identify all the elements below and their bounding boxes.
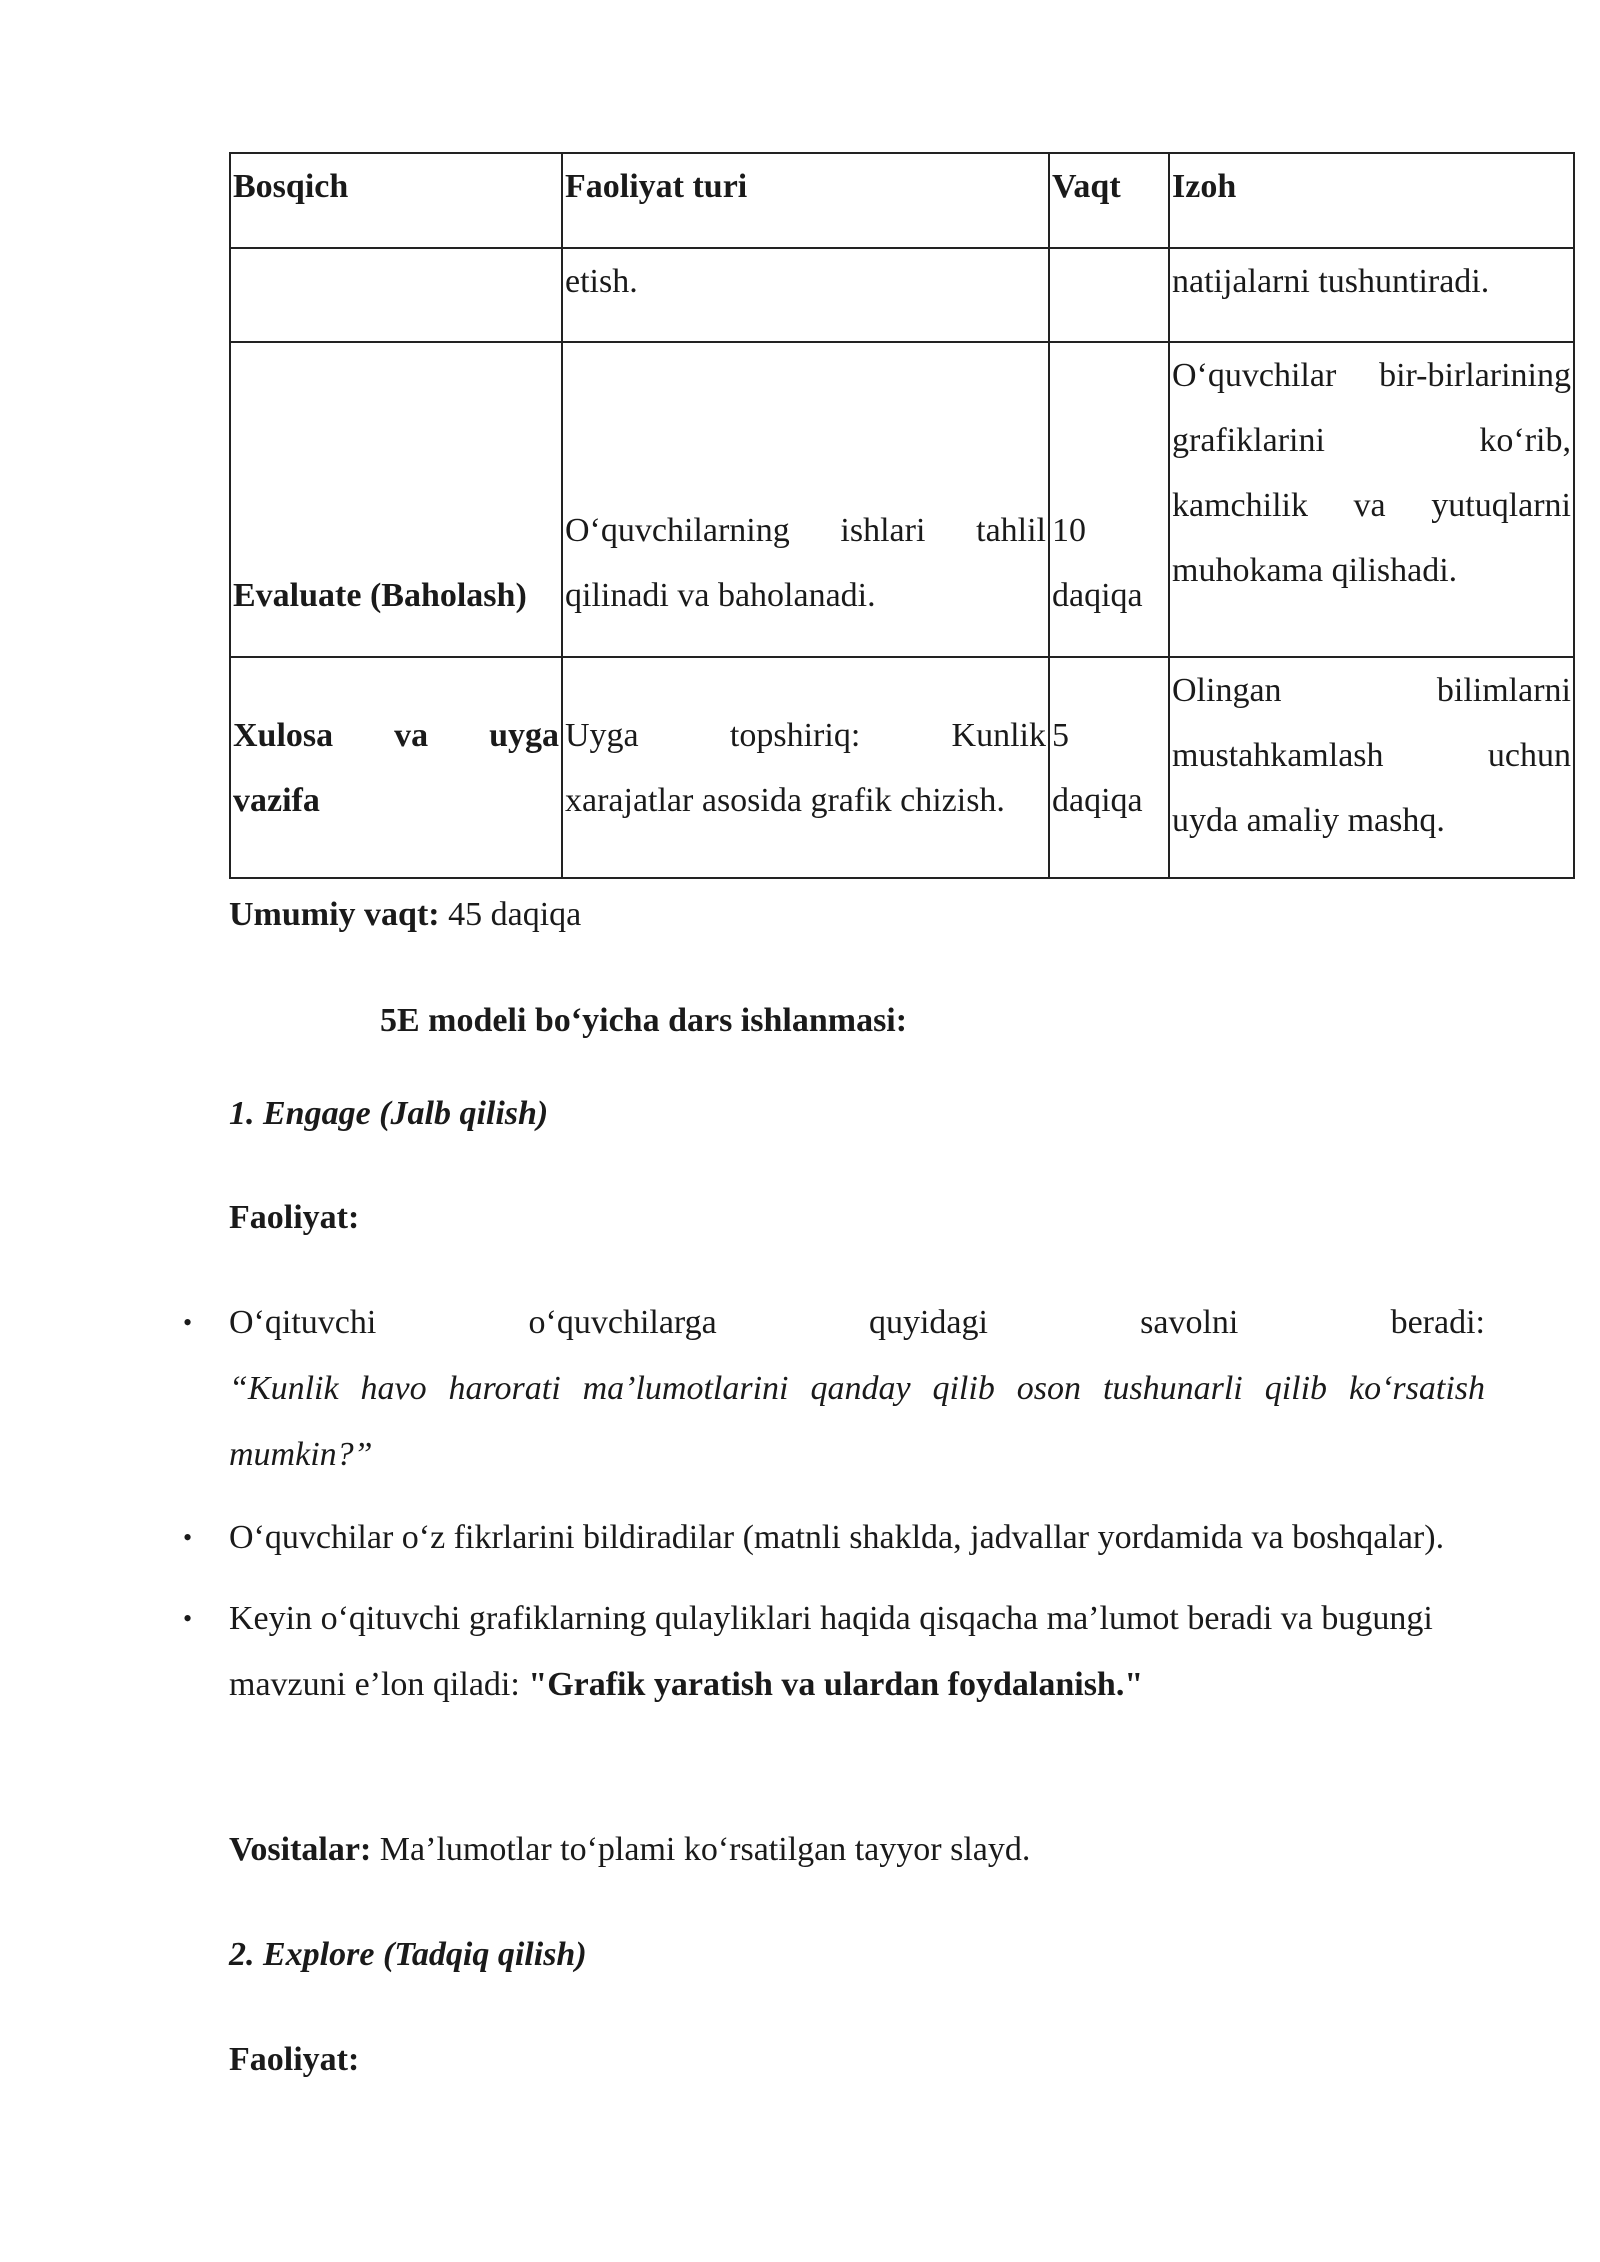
table-header-row (230, 153, 1574, 248)
time-line-2: daqiqa (1052, 781, 1143, 819)
explore-heading: 2. Explore (Tadqiq qilish) (229, 1936, 587, 1973)
table-row (230, 342, 1574, 657)
bullet-text-bold: "Grafik yaratish va ulardan foydalanish." (528, 1666, 1144, 1703)
lesson-plan-table (229, 152, 1575, 879)
total-time-value: 45 daqiqa (439, 896, 582, 933)
tools-value: Ma’lumotlar to‘plami ko‘rsatilgan tayyor slayd. (371, 1831, 1031, 1868)
bullet-text-regular: Keyin o‘qituvchi grafiklarning qulayliklari haqida qisqacha ma’lumot beradi va bugungi mavzuni e’lon qiladi: (229, 1600, 1433, 1703)
note-line-1: O‘quvchilar bir-birlarining (1172, 357, 1571, 394)
cell-stage (230, 657, 562, 878)
cell-time (1049, 342, 1169, 657)
activity-line-1: Uyga topshiriq: Kunlik (565, 716, 1046, 754)
activity-line-2: xarajatlar asosida grafik chizish. (565, 781, 1005, 819)
activity-line-1: O‘quvchilarning ishlari tahlil (565, 512, 1046, 549)
cell-stage (230, 248, 562, 342)
note-line-4: muhokama qilishadi. (1172, 552, 1458, 589)
cell-time (1049, 657, 1169, 878)
tools-label: Vositalar: (229, 1831, 372, 1868)
list-item (183, 1290, 1485, 1488)
note-line-2: mustahkamlash uchun (1172, 737, 1571, 774)
bullet-text: O‘quvchilar o‘z fikrlarini bildiradilar (matnli shaklda, jadvallar yordamida va boshqalar). (229, 1519, 1445, 1556)
bullet-glyph: • (183, 1604, 193, 1633)
bullet-glyph: • (183, 1523, 193, 1552)
total-time-label: Umumiy vaqt: (229, 896, 440, 933)
activity-line-2: qilinadi va baholanadi. (565, 577, 876, 614)
bullet-quote: “Kunlik havo harorati ma’lumotlarini qanday qilib oson tushunarli qilib ko‘rsatish mumkin?” (229, 1370, 1485, 1473)
header-note: Izoh (1169, 153, 1574, 248)
bullet-text (229, 1600, 1433, 1703)
explore-activity-label: Faoliyat: (229, 2041, 360, 2078)
note-line-3: kamchilik va yutuqlarni (1172, 487, 1571, 524)
stage-line-2: vazifa (233, 781, 320, 819)
cell-time (1049, 248, 1169, 342)
header-time: Vaqt (1049, 153, 1169, 248)
cell-note (1169, 342, 1574, 657)
cell-activity (562, 657, 1049, 878)
time-line-1: 5 (1052, 716, 1069, 754)
stage-line-1: Xulosa va uyga (233, 716, 559, 754)
cell-activity (562, 342, 1049, 657)
note-line-3: uyda amaliy mashq. (1172, 802, 1445, 839)
time-line-2: daqiqa (1052, 577, 1143, 614)
stage-text: Evaluate (Baholash) (233, 577, 527, 614)
table-row (230, 657, 1574, 878)
table-row (230, 248, 1574, 342)
bullet-glyph: • (183, 1308, 193, 1337)
cell-note (1169, 657, 1574, 878)
time-line-1: 10 (1052, 512, 1086, 549)
cell-stage (230, 342, 562, 657)
note-line-1: Olingan bilimlarni (1172, 672, 1571, 709)
bullet-text: O‘qituvchi o‘quvchilarga quyidagi savolni beradi: (229, 1304, 1485, 1341)
engage-activity-label: Faoliyat: (229, 1199, 360, 1236)
cell-note: natijalarni tushuntiradi. (1169, 248, 1574, 342)
engage-bullet-list (183, 1290, 1485, 1718)
section-title: 5E modeli bo‘yicha dars ishlanmasi: (380, 1002, 908, 1039)
list-item (183, 1586, 1485, 1718)
engage-heading: 1. Engage (Jalb qilish) (229, 1095, 549, 1132)
cell-activity: etish. (562, 248, 1049, 342)
header-stage: Bosqich (230, 153, 562, 248)
header-activity: Faoliyat turi (562, 153, 1049, 248)
list-item (183, 1505, 1485, 1571)
engage-tools (229, 1817, 1485, 1883)
total-time (229, 882, 1485, 948)
note-line-2: grafiklarini ko‘rib, (1172, 422, 1571, 459)
